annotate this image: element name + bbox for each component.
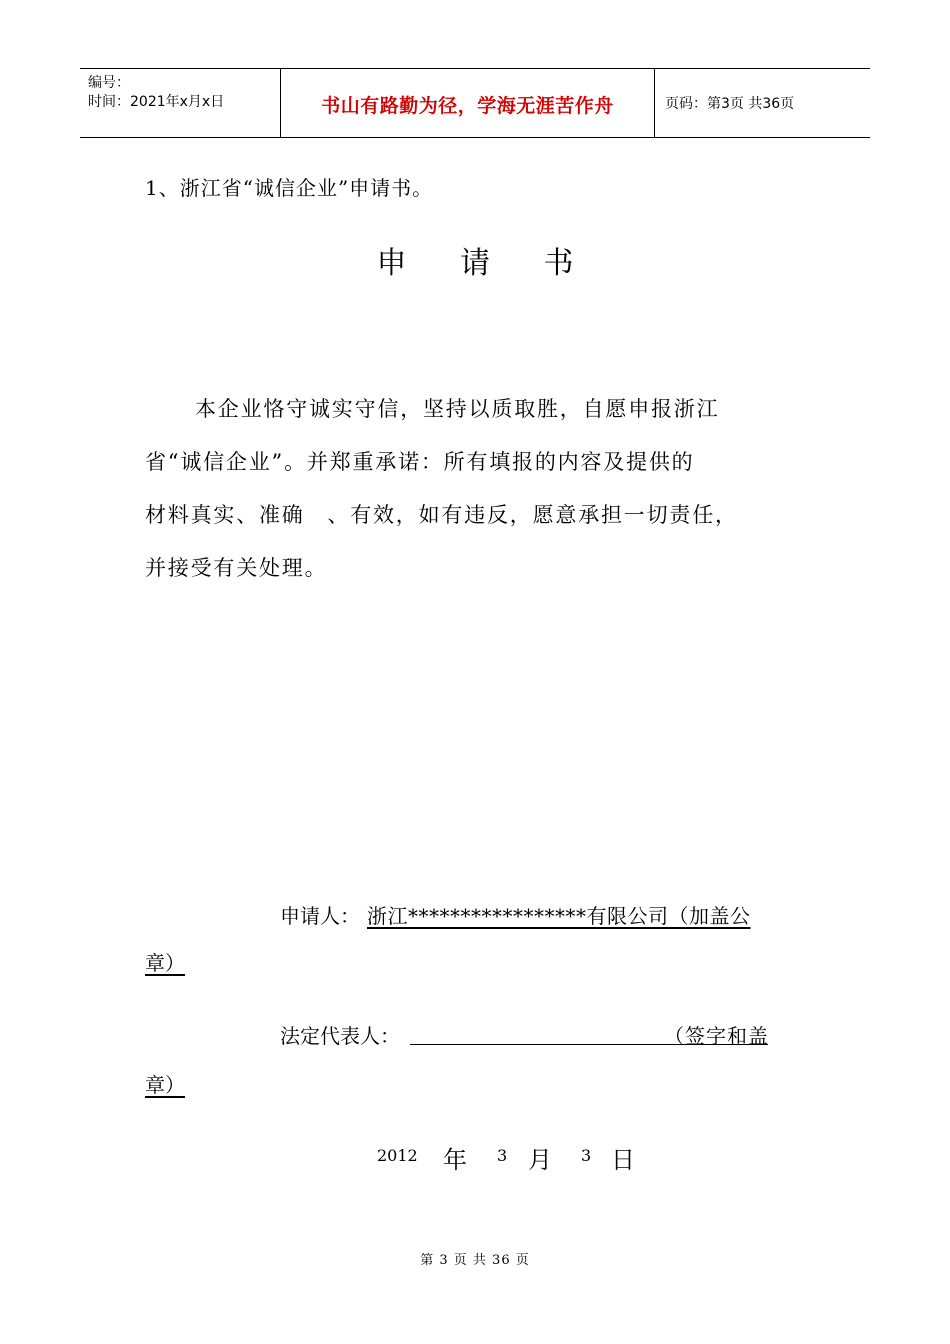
paragraph-line: 本企业恪守诚实守信，坚持以质取胜，自愿申报浙江	[195, 397, 720, 421]
date-month: 3	[497, 1146, 508, 1165]
date-day-char: 日	[611, 1146, 635, 1174]
header-left-cell	[80, 69, 281, 137]
time-label: 时间：2021年x月x日	[88, 94, 225, 110]
paragraph-line: 材料真实、准确 、有效，如有违反，愿意承担一切责任，	[145, 503, 738, 527]
legal-rep-wrap: 章）	[145, 1073, 185, 1097]
legal-rep-note: （签字和盖	[664, 1024, 769, 1048]
number-label: 编号：	[88, 75, 130, 91]
document-title: 申 请 书	[376, 246, 596, 281]
applicant-value: 浙江*****************有限公司（加盖公	[367, 904, 751, 928]
paragraph-line: 并接受有关处理。	[145, 556, 328, 580]
date-month-char: 月	[528, 1146, 552, 1174]
date-year-char: 年	[443, 1146, 467, 1174]
page-footer: 第 3 页 共 36 页	[420, 1253, 530, 1268]
commitment-paragraph	[145, 383, 790, 595]
date-year: 2012	[377, 1146, 418, 1165]
date-day: 3	[581, 1146, 592, 1165]
header-right-cell	[655, 69, 870, 137]
page-info: 页码：第3页 共36页	[665, 96, 795, 112]
legal-rep-label: 法定代表人：	[280, 1024, 400, 1048]
applicant-label: 申请人：	[280, 904, 360, 928]
motto: 书山有路勤为径，学海无涯苦作舟	[321, 95, 614, 117]
applicant-wrap: 章）	[145, 951, 185, 975]
section-heading: 1、浙江省“诚信企业”申请书。	[145, 176, 434, 200]
header-center-cell	[281, 69, 655, 137]
header-table	[80, 68, 870, 138]
paragraph-line: 省“诚信企业”。并郑重承诺：所有填报的内容及提供的	[145, 450, 695, 474]
